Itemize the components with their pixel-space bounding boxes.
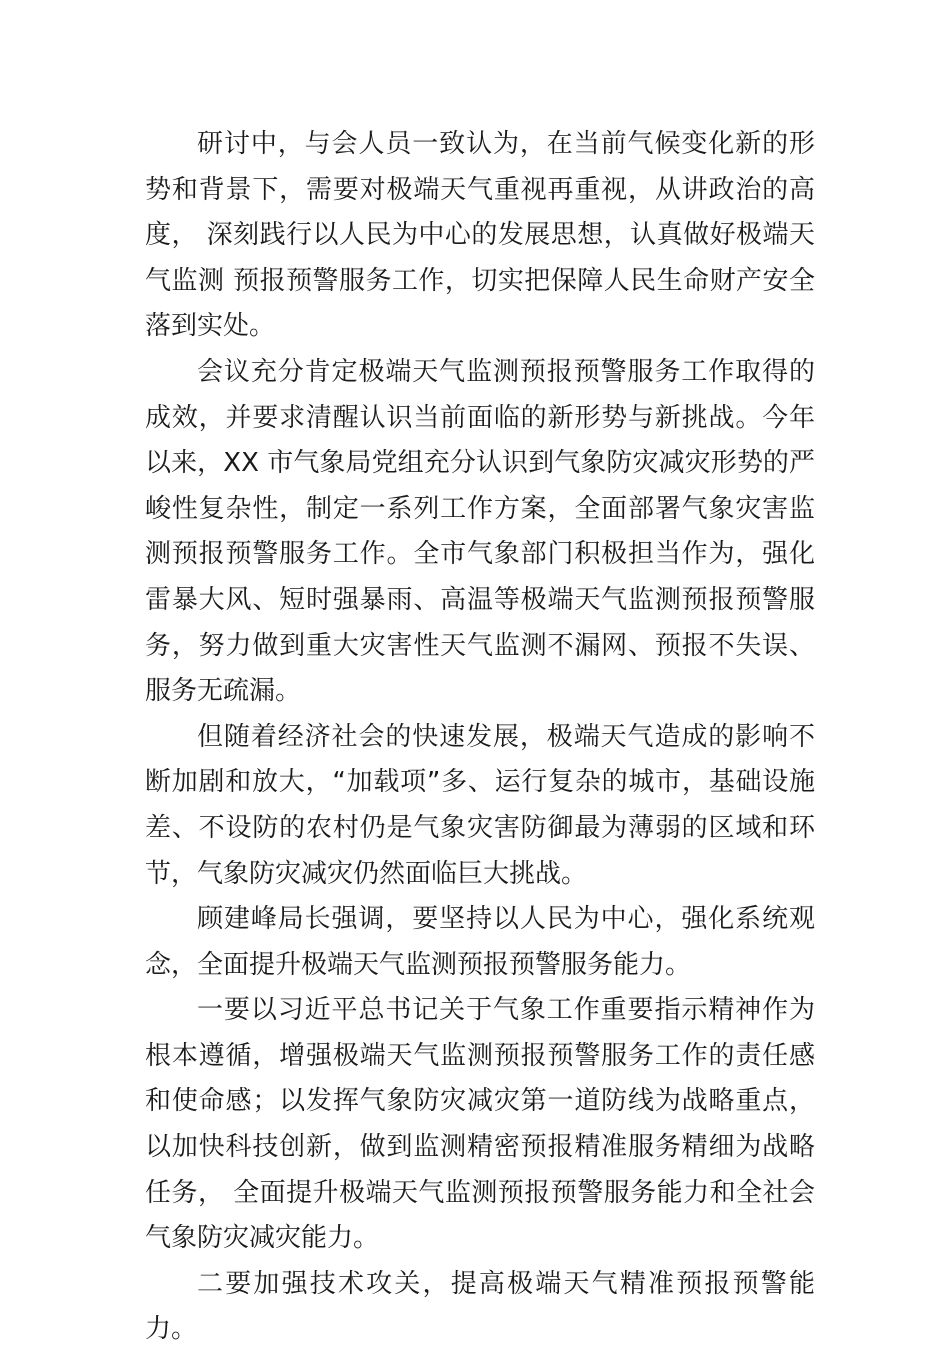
paragraph-3: 但随着经济社会的快速发展，极端天气造成的影响不断加剧和放大，“加载项”多、运行复杂的城市，基础设施差、不设防的农村仍是气象灾害防御最为薄弱的区域和环节，气象防灾减灾仍然面临巨大挑战。: [145, 721, 815, 889]
paragraph-1: 研讨中，与会人员一致认为，在当前气候变化新的形势和背景下，需要对极端天气重视再重视，从讲政治的高度， 深刻践行以人民为中心的发展思想，认真做好极端天气监测 预报预警服务工作，切实把保障人民生命财产安全落到实处。: [145, 129, 815, 342]
paragraph-2: 会议充分肯定极端天气监测预报预警服务工作取得的成效，并要求清醒认识当前面临的新形势与新挑战。今年以来，XX 市气象局党组充分认识到气象防灾减灾形势的严峻性复杂性，制定一系列工作方案，全面部署气象灾害监测预报预警服务工作。全市气象部门积极担当作为，强化雷暴大风、短时强暴雨、高温等极端天气监测预报预警服务，努力做到重大灾害性天气监测不漏网、预报不失误、服务无疏漏。: [145, 356, 815, 707]
paragraph-4: 顾建峰局长强调，要坚持以人民为中心，强化系统观念，全面提升极端天气监测预报预警服务能力。: [145, 904, 815, 980]
document-body: [145, 122, 815, 1353]
paragraph-6: 二要加强技术攻关，提高极端天气精准预报预警能力。: [145, 1268, 815, 1345]
paragraph-5: 一要以习近平总书记关于气象工作重要指示精神作为根本遵循，增强极端天气监测预报预警服务工作的责任感和使命感；以发挥气象防灾减灾第一道防线为战略重点，以加快科技创新，做到监测精密预报精准服务精细为战略任务， 全面提升极端天气监测预报预警服务能力和全社会气象防灾减灾能力。: [145, 995, 815, 1254]
